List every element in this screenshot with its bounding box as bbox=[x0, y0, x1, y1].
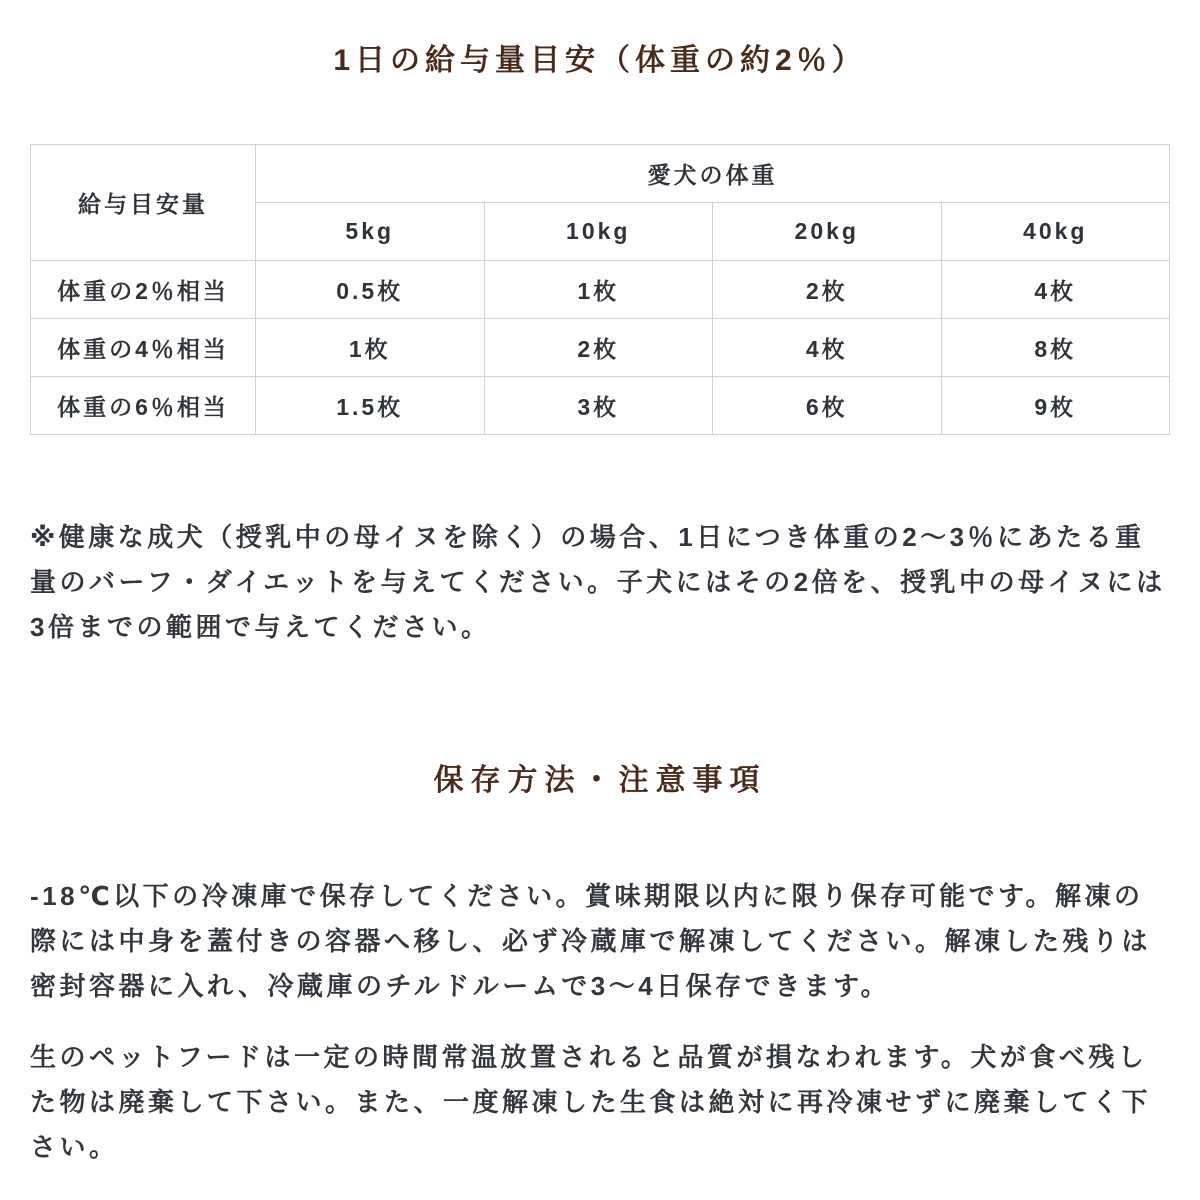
table-row bbox=[31, 261, 1170, 319]
table-cell: 0.5枚 bbox=[256, 261, 485, 319]
row-label-cell: 体重の2％相当 bbox=[31, 261, 256, 319]
table-cell: 1枚 bbox=[484, 261, 713, 319]
storage-paragraph-2: 生のペットフードは一定の時間常温放置されると品質が損なわれます。犬が食べ残した物は廃棄して下さい。また、一度解凍した生食は絶対に再冷凍せずに廃棄してく下さい。 bbox=[30, 1042, 1152, 1162]
row-label-cell: 体重の6％相当 bbox=[31, 377, 256, 435]
dog-weight-group-header: 愛犬の体重 bbox=[256, 145, 1170, 203]
table-cell: 8枚 bbox=[941, 319, 1170, 377]
table-cell: 6枚 bbox=[713, 377, 942, 435]
row-label-cell: 体重の4％相当 bbox=[31, 319, 256, 377]
table-cell: 1枚 bbox=[256, 319, 485, 377]
feeding-note: ※健康な成犬（授乳中の母イヌを除く）の場合、1日につき体重の2～3％にあたる重量のバーフ・ダイエットを与えてください。子犬にはその2倍を、授乳中の母イヌには3倍までの範囲で与えてください。 bbox=[30, 522, 1166, 642]
table-cell: 2枚 bbox=[484, 319, 713, 377]
corner-header-cell: 給与目安量 bbox=[31, 145, 256, 261]
table-row bbox=[31, 319, 1170, 377]
table-row bbox=[31, 377, 1170, 435]
feeding-guide-title: 1日の給与量目安（体重の約2％） bbox=[333, 44, 867, 77]
table-cell: 3枚 bbox=[484, 377, 713, 435]
table-header-row-group bbox=[31, 145, 1170, 203]
storage-paragraph-1: -18℃以下の冷凍庫で保存してください。賞味期限以内に限り保存可能です。解凍の際には中身を蓋付きの容器へ移し、必ず冷蔵庫で解凍してください。解凍した残りは密封容器に入れ、冷蔵庫のチルドルームで3～4日保存できます。 bbox=[30, 881, 1152, 1001]
table-cell: 2枚 bbox=[713, 261, 942, 319]
weight-header-cell: 20kg bbox=[713, 203, 942, 261]
feeding-guide-table bbox=[30, 144, 1170, 435]
weight-header-cell: 40kg bbox=[941, 203, 1170, 261]
table-cell: 4枚 bbox=[713, 319, 942, 377]
weight-header-cell: 5kg bbox=[256, 203, 485, 261]
storage-title: 保存方法・注意事項 bbox=[433, 764, 767, 797]
table-cell: 1.5枚 bbox=[256, 377, 485, 435]
table-cell: 9枚 bbox=[941, 377, 1170, 435]
weight-header-cell: 10kg bbox=[484, 203, 713, 261]
table-cell: 4枚 bbox=[941, 261, 1170, 319]
